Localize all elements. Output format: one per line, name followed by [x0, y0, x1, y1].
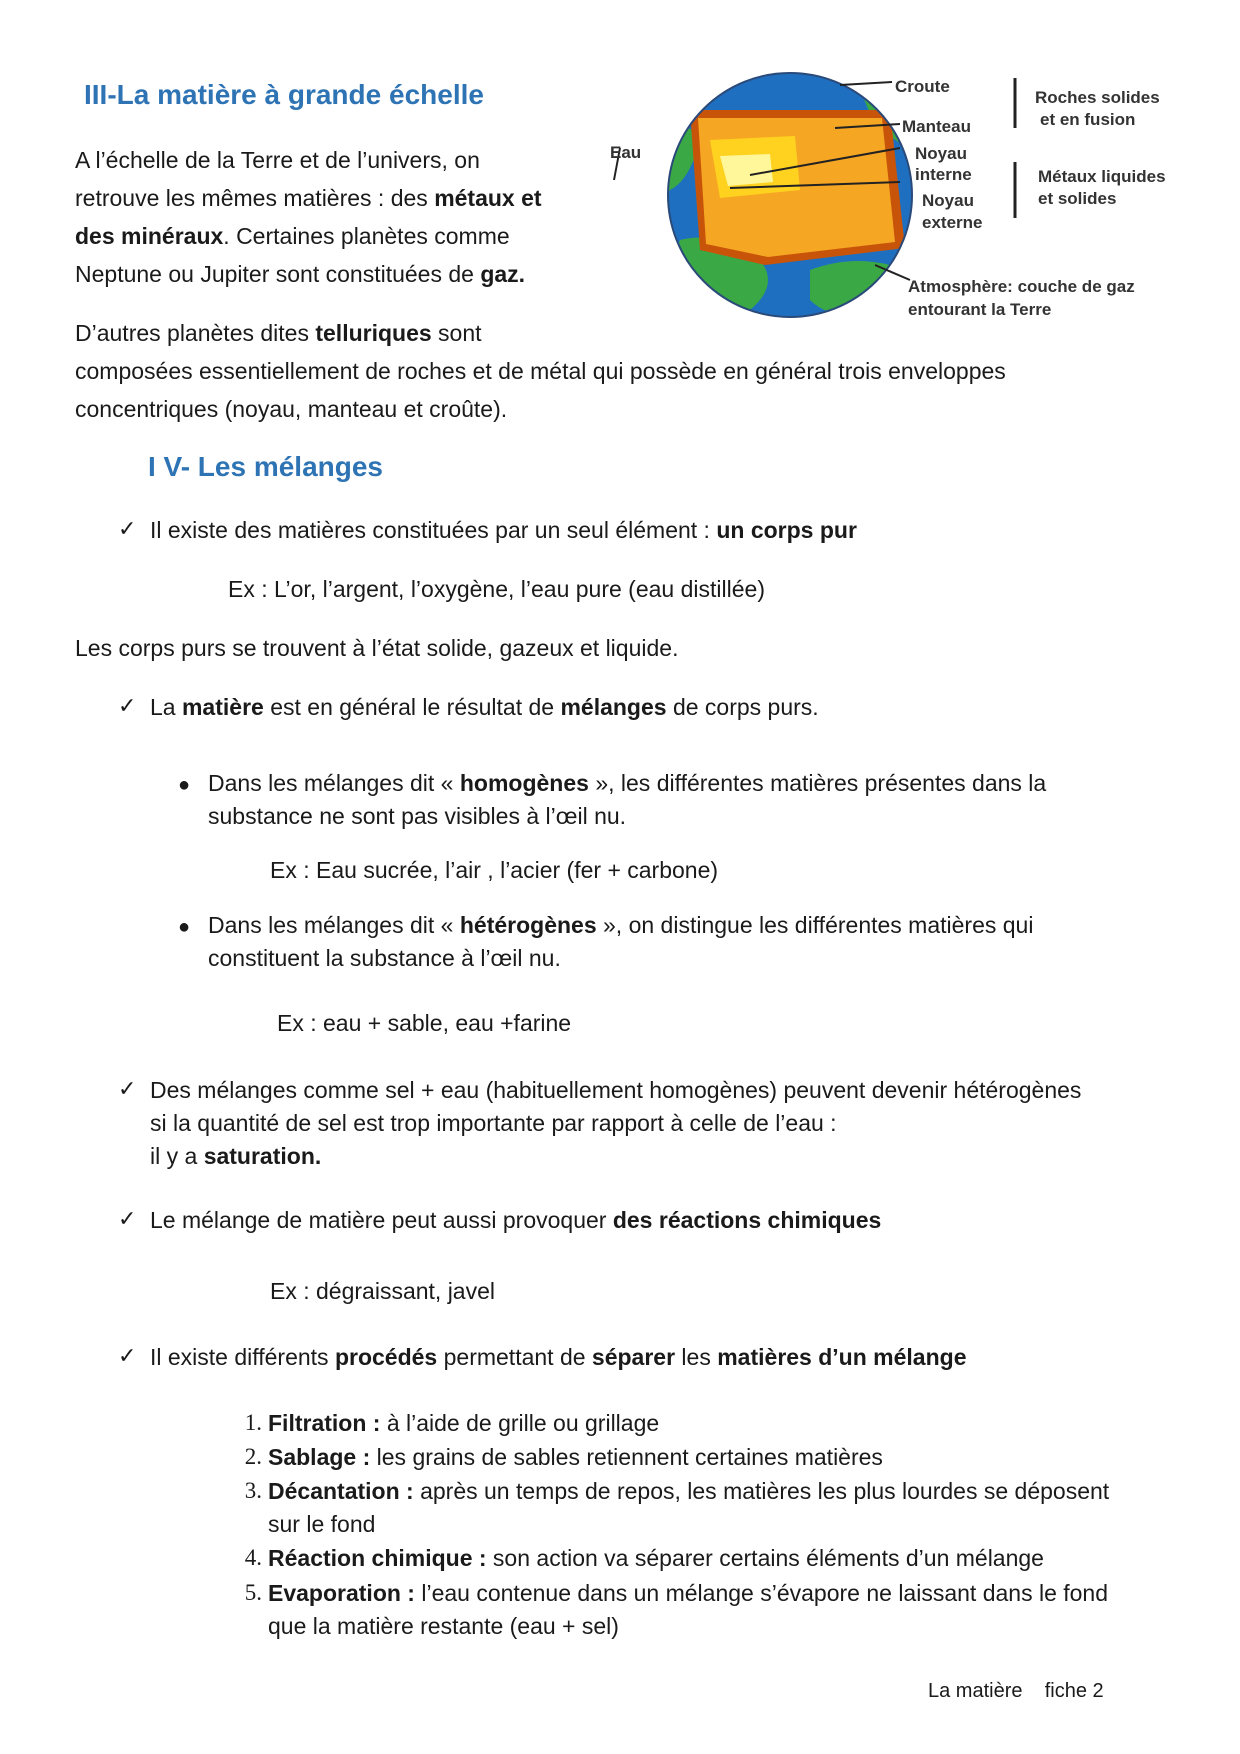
list-number: 4. [244, 1545, 262, 1570]
checkmark-icon: ✓ [118, 694, 137, 719]
homogeneous-line-2: substance ne sont pas visibles à l’œil nu. [208, 803, 627, 829]
label-manteau: Manteau [902, 117, 971, 136]
checkmark-icon: ✓ [118, 1344, 137, 1369]
paragraph-2-line-1: D’autres planètes dites telluriques sont [75, 320, 482, 346]
saturation-line-1: Des mélanges comme sel + eau (habituellement homogènes) peuvent devenir hétérogènes [150, 1077, 1082, 1103]
paragraph-1-line-4: Neptune ou Jupiter sont constituées de gaz. [75, 261, 526, 287]
list-item-evaporation: Evaporation : l’eau contenue dans un mélange s’évapore ne laissant dans le fond [268, 1580, 1109, 1606]
saturation-line-3: il y a saturation. [150, 1143, 322, 1169]
heterogeneous-line-1: Dans les mélanges dit « hétérogènes », on distingue les différentes matières qui [208, 912, 1034, 938]
checkmark-icon: ✓ [118, 517, 137, 542]
label-roches-2: et en fusion [1040, 110, 1136, 129]
label-noyau-interne-2: interne [915, 165, 972, 184]
label-metaux-1: Métaux liquides [1038, 167, 1166, 186]
bullet-icon: ● [178, 916, 191, 938]
section-4-title: I V- Les mélanges [148, 451, 383, 482]
homogeneous-line-1: Dans les mélanges dit « homogènes », les différentes matières présentes dans la [208, 770, 1047, 796]
label-metaux-2: et solides [1038, 189, 1117, 208]
paragraph-2-line-2: composées essentiellement de roches et de métal qui possède en général trois enveloppes [75, 358, 1006, 384]
label-atmosphere-2: entourant la Terre [908, 300, 1052, 319]
page-footer: La matière fiche 2 [928, 1680, 1104, 1702]
list-number: 3. [244, 1478, 262, 1503]
paragraph-1-line-1: A l’échelle de la Terre et de l’univers, on [75, 147, 480, 173]
checkmark-icon: ✓ [118, 1077, 137, 1102]
list-number: 2. [244, 1444, 262, 1469]
paragraph-2-line-3: concentriques (noyau, manteau et croûte). [75, 396, 508, 422]
section-3-title: III-La matière à grande échelle [84, 79, 484, 110]
list-item-sablage: Sablage : les grains de sables retiennent certaines matières [268, 1444, 883, 1470]
chemical-reactions-line: Le mélange de matière peut aussi provoquer des réactions chimiques [150, 1207, 882, 1233]
paragraph-1-line-3: des minéraux. Certaines planètes comme [75, 223, 510, 249]
earth-structure-diagram [610, 70, 1210, 335]
label-noyau-externe-1: Noyau [922, 191, 974, 210]
list-item-decantation: Décantation : après un temps de repos, les matières les plus lourdes se déposent [268, 1478, 1110, 1504]
example-1: Ex : L’or, l’argent, l’oxygène, l’eau pure (eau distillée) [228, 576, 765, 602]
list-number: 5. [244, 1580, 262, 1605]
label-roches-1: Roches solides [1035, 88, 1160, 107]
bullet-icon: ● [178, 774, 191, 796]
matter-mixtures-line: La matière est en général le résultat de mélanges de corps purs. [150, 694, 819, 720]
saturation-line-2: si la quantité de sel est trop importante par rapport à celle de l’eau : [150, 1110, 837, 1136]
list-item-evaporation-cont: que la matière restante (eau + sel) [268, 1613, 619, 1639]
heterogeneous-line-2: constituent la substance à l’œil nu. [208, 945, 561, 971]
list-number: 1. [244, 1410, 262, 1435]
label-atmosphere-1: Atmosphère: couche de gaz [908, 277, 1135, 296]
separation-processes-line: Il existe différents procédés permettant de séparer les matières d’un mélange [150, 1344, 967, 1370]
label-croute: Croute [895, 77, 950, 96]
states-line: Les corps purs se trouvent à l’état solide, gazeux et liquide. [75, 635, 679, 661]
example-2: Ex : Eau sucrée, l’air , l’acier (fer + carbone) [270, 857, 719, 883]
list-item-filtration: Filtration : à l’aide de grille ou grillage [268, 1410, 660, 1436]
checkmark-icon: ✓ [118, 1207, 137, 1232]
label-noyau-externe-2: externe [922, 213, 983, 232]
paragraph-1-line-2: retrouve les mêmes matières : des métaux et [75, 185, 542, 211]
list-item-decantation-cont: sur le fond [268, 1511, 376, 1537]
pure-substance-line: Il existe des matières constituées par un seul élément : un corps pur [150, 517, 857, 543]
example-3: Ex : eau + sable, eau +farine [277, 1010, 572, 1036]
label-eau: Eau [610, 143, 642, 162]
inner-core-cut [720, 154, 773, 186]
list-item-reaction: Réaction chimique : son action va séparer certains éléments d’un mélange [268, 1545, 1044, 1571]
label-noyau-interne-1: Noyau [915, 144, 967, 163]
example-4: Ex : dégraissant, javel [270, 1278, 496, 1304]
